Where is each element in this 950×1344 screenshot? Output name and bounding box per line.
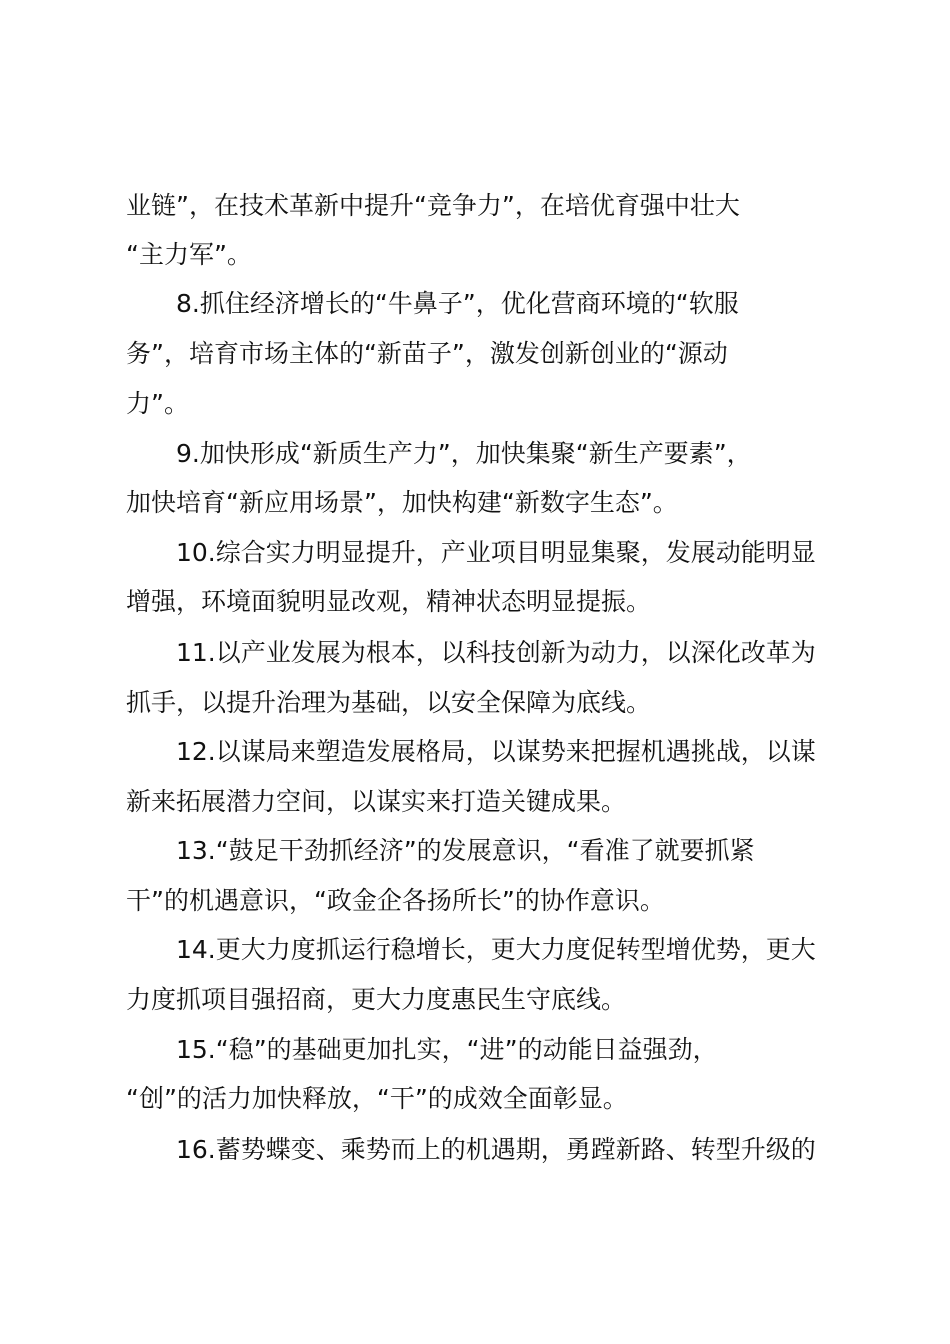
- paragraph-10-start: 10.综合实力明显提升，产业项目明显集聚，发展动能明显: [176, 538, 816, 567]
- text-line: 干”的机遇意识，“政金企各扬所长”的协作意识。: [126, 886, 665, 915]
- paragraph-11-start: 11.以产业发展为根本，以科技创新为动力，以深化改革为: [176, 638, 816, 667]
- text-line: 务”，培育市场主体的“新苗子”，激发创新创业的“源动: [126, 339, 728, 368]
- text-line: “创”的活力加快释放，“干”的成效全面彰显。: [126, 1084, 628, 1113]
- text-line: 增强，环境面貌明显改观，精神状态明显提振。: [126, 587, 652, 616]
- paragraph-12-start: 12.以谋局来塑造发展格局，以谋势来把握机遇挑战，以谋: [176, 737, 816, 766]
- paragraph-8-start: 8.抓住经济增长的“牛鼻子”，优化营商环境的“软服: [176, 289, 739, 318]
- text-line: “主力军”。: [126, 240, 252, 269]
- paragraph-9-start: 9.加快形成“新质生产力”，加快集聚“新生产要素”，: [176, 439, 752, 468]
- text-line: 力度抓项目强招商，更大力度惠民生守底线。: [126, 985, 627, 1014]
- paragraph-15-start: 15.“稳”的基础更加扎实，“进”的动能日益强劲，: [176, 1035, 718, 1064]
- paragraph-13-start: 13.“鼓足干劲抓经济”的发展意识，“看准了就要抓紧: [176, 836, 755, 865]
- paragraph-16-start: 16.蓄势蝶变、乘势而上的机遇期，勇蹚新路、转型升级的: [176, 1135, 816, 1164]
- text-line: 加快培育“新应用场景”，加快构建“新数字生态”。: [126, 488, 678, 517]
- text-line: 抓手，以提升治理为基础，以安全保障为底线。: [126, 688, 652, 717]
- paragraph-14-start: 14.更大力度抓运行稳增长，更大力度促转型增优势，更大: [176, 935, 816, 964]
- text-line: 新来拓展潜力空间，以谋实来打造关键成果。: [126, 787, 627, 816]
- text-line: 业链”，在技术革新中提升“竞争力”，在培优育强中壮大: [126, 191, 740, 220]
- text-line: 力”。: [126, 389, 189, 418]
